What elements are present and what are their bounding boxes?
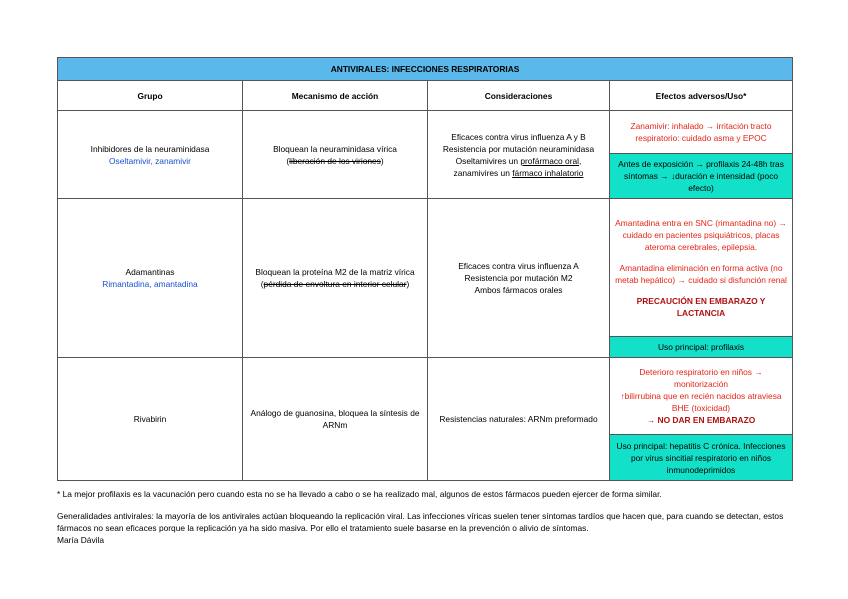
general-note: Generalidades antivirales: la mayoría de los antivirales actúan bloqueando la replicación viral. Las infecciones víricas suelen tener síntomas tardíos que hacen que, para cuando se detectan, estos fármacos no sean eficaces porque la replicación ya ha sido masiva. Por ello el tratamiento suele basarse en la prevención o alivio de síntomas. bbox=[57, 511, 784, 533]
group-drugs: Rimantadina, amantadina bbox=[102, 279, 198, 289]
consideration-line: Resistencia por mutación M2 bbox=[464, 273, 573, 283]
mechanism-cell: Análogo de guanosina, bloquea la síntesis de ARNm bbox=[243, 358, 428, 481]
author-name: María Dávila bbox=[57, 535, 105, 545]
considerations-cell: Eficaces contra virus influenza A y B Resistencia por mutación neuraminidasa Oseltamivires un profármaco oral, zanamivires un fármaco inhalatorio bbox=[428, 111, 610, 199]
use-cell: Uso principal: profilaxis bbox=[610, 337, 793, 358]
adverse-effects-cell bbox=[610, 358, 793, 435]
mechanism-cell: Bloquean la neuraminidasa vírica (liberación de los viriones) bbox=[243, 111, 428, 199]
header-grupo: Grupo bbox=[58, 81, 243, 111]
prophylaxis-note: * La mejor profilaxis es la vacunación pero cuando esta no se ha llevado a cabo o se ha realizado mal, algunos de estos fármacos pueden ejercer de forma similar. bbox=[57, 489, 662, 499]
consideration-underlined: profármaco oral bbox=[520, 155, 580, 166]
mechanism-struck-text: liberación de los viriones bbox=[289, 155, 381, 166]
group-drugs: Oseltamivir, zanamivir bbox=[109, 155, 191, 166]
mechanism-text: Bloquean la neuraminidasa vírica bbox=[273, 143, 397, 154]
mechanism-cell: Bloquean la proteína M2 de la matriz vírica (pérdida de envoltura en interior celular) bbox=[243, 199, 428, 358]
mechanism-struck-text: pérdida de envoltura en interior celular bbox=[263, 279, 407, 289]
adverse-line: Amantadina eliminación en forma activa (no metab hepático) → cuidado si disfunción renal bbox=[615, 262, 787, 285]
use-cell: Antes de exposición → profilaxis 24-48h tras síntomas → ↓duración e intensidad (poco efecto) bbox=[610, 154, 793, 199]
footnotes bbox=[57, 488, 792, 546]
consideration-line: Eficaces contra virus influenza A y B bbox=[451, 131, 586, 142]
pregnancy-warning: PRECAUCIÓN EN EMBARAZO Y LACTANCIA bbox=[636, 295, 766, 318]
table-title: ANTIVIRALES: INFECCIONES RESPIRATORIAS bbox=[58, 58, 793, 81]
group-cell-adamantinas bbox=[58, 199, 243, 358]
considerations-cell bbox=[428, 199, 610, 358]
consideration-text: zanamivires un bbox=[453, 167, 510, 178]
consideration-text: Oseltamivires un bbox=[455, 155, 519, 166]
consideration-line: Ambos fármacos orales bbox=[474, 285, 563, 295]
use-cell: Uso principal: hepatitis C crónica. Infecciones por virus sincitial respiratorio en niños inmunodeprimidos bbox=[610, 435, 793, 481]
header-mecanismo: Mecanismo de acción bbox=[243, 81, 428, 111]
consideration-line: Resistencia por mutación neuraminidasa bbox=[442, 143, 595, 154]
header-efectos: Efectos adversos/Uso* bbox=[610, 81, 793, 111]
header-consideraciones: Consideraciones bbox=[428, 81, 610, 111]
adverse-line: Amantadina entra en SNC (rimantadina no) → cuidado en pacientes psiquiátricos, placas ateroma cerebrales, epilepsia. bbox=[615, 217, 787, 252]
group-cell-rivabirin bbox=[58, 358, 243, 481]
group-name: Rivabirin bbox=[133, 414, 167, 424]
adverse-line: Deterioro respiratorio en niños → monitorización bbox=[639, 367, 763, 389]
adverse-line: ↑bilirrubina que en recién nacidos atraviesa BHE (toxicidad) bbox=[620, 391, 782, 413]
adverse-effects-cell: Zanamivir: inhalado → irritación tracto respiratorio: cuidado asma y EPOC bbox=[610, 111, 793, 154]
group-name: Inhibidores de la neuraminidasa bbox=[90, 143, 210, 154]
group-cell-neuraminidasa bbox=[58, 111, 243, 199]
group-name: Adamantinas bbox=[125, 267, 175, 277]
antivirals-table bbox=[57, 57, 793, 481]
pregnancy-warning: → NO DAR EN EMBARAZO bbox=[646, 415, 756, 425]
adverse-effects-cell bbox=[610, 199, 793, 337]
considerations-cell: Resistencias naturales: ARNm preformado bbox=[428, 358, 610, 481]
consideration-line: Eficaces contra virus influenza A bbox=[458, 261, 579, 271]
mechanism-text: Bloquean la proteína M2 de la matriz vírica bbox=[255, 267, 415, 277]
consideration-underlined: fármaco inhalatorio bbox=[512, 167, 584, 178]
